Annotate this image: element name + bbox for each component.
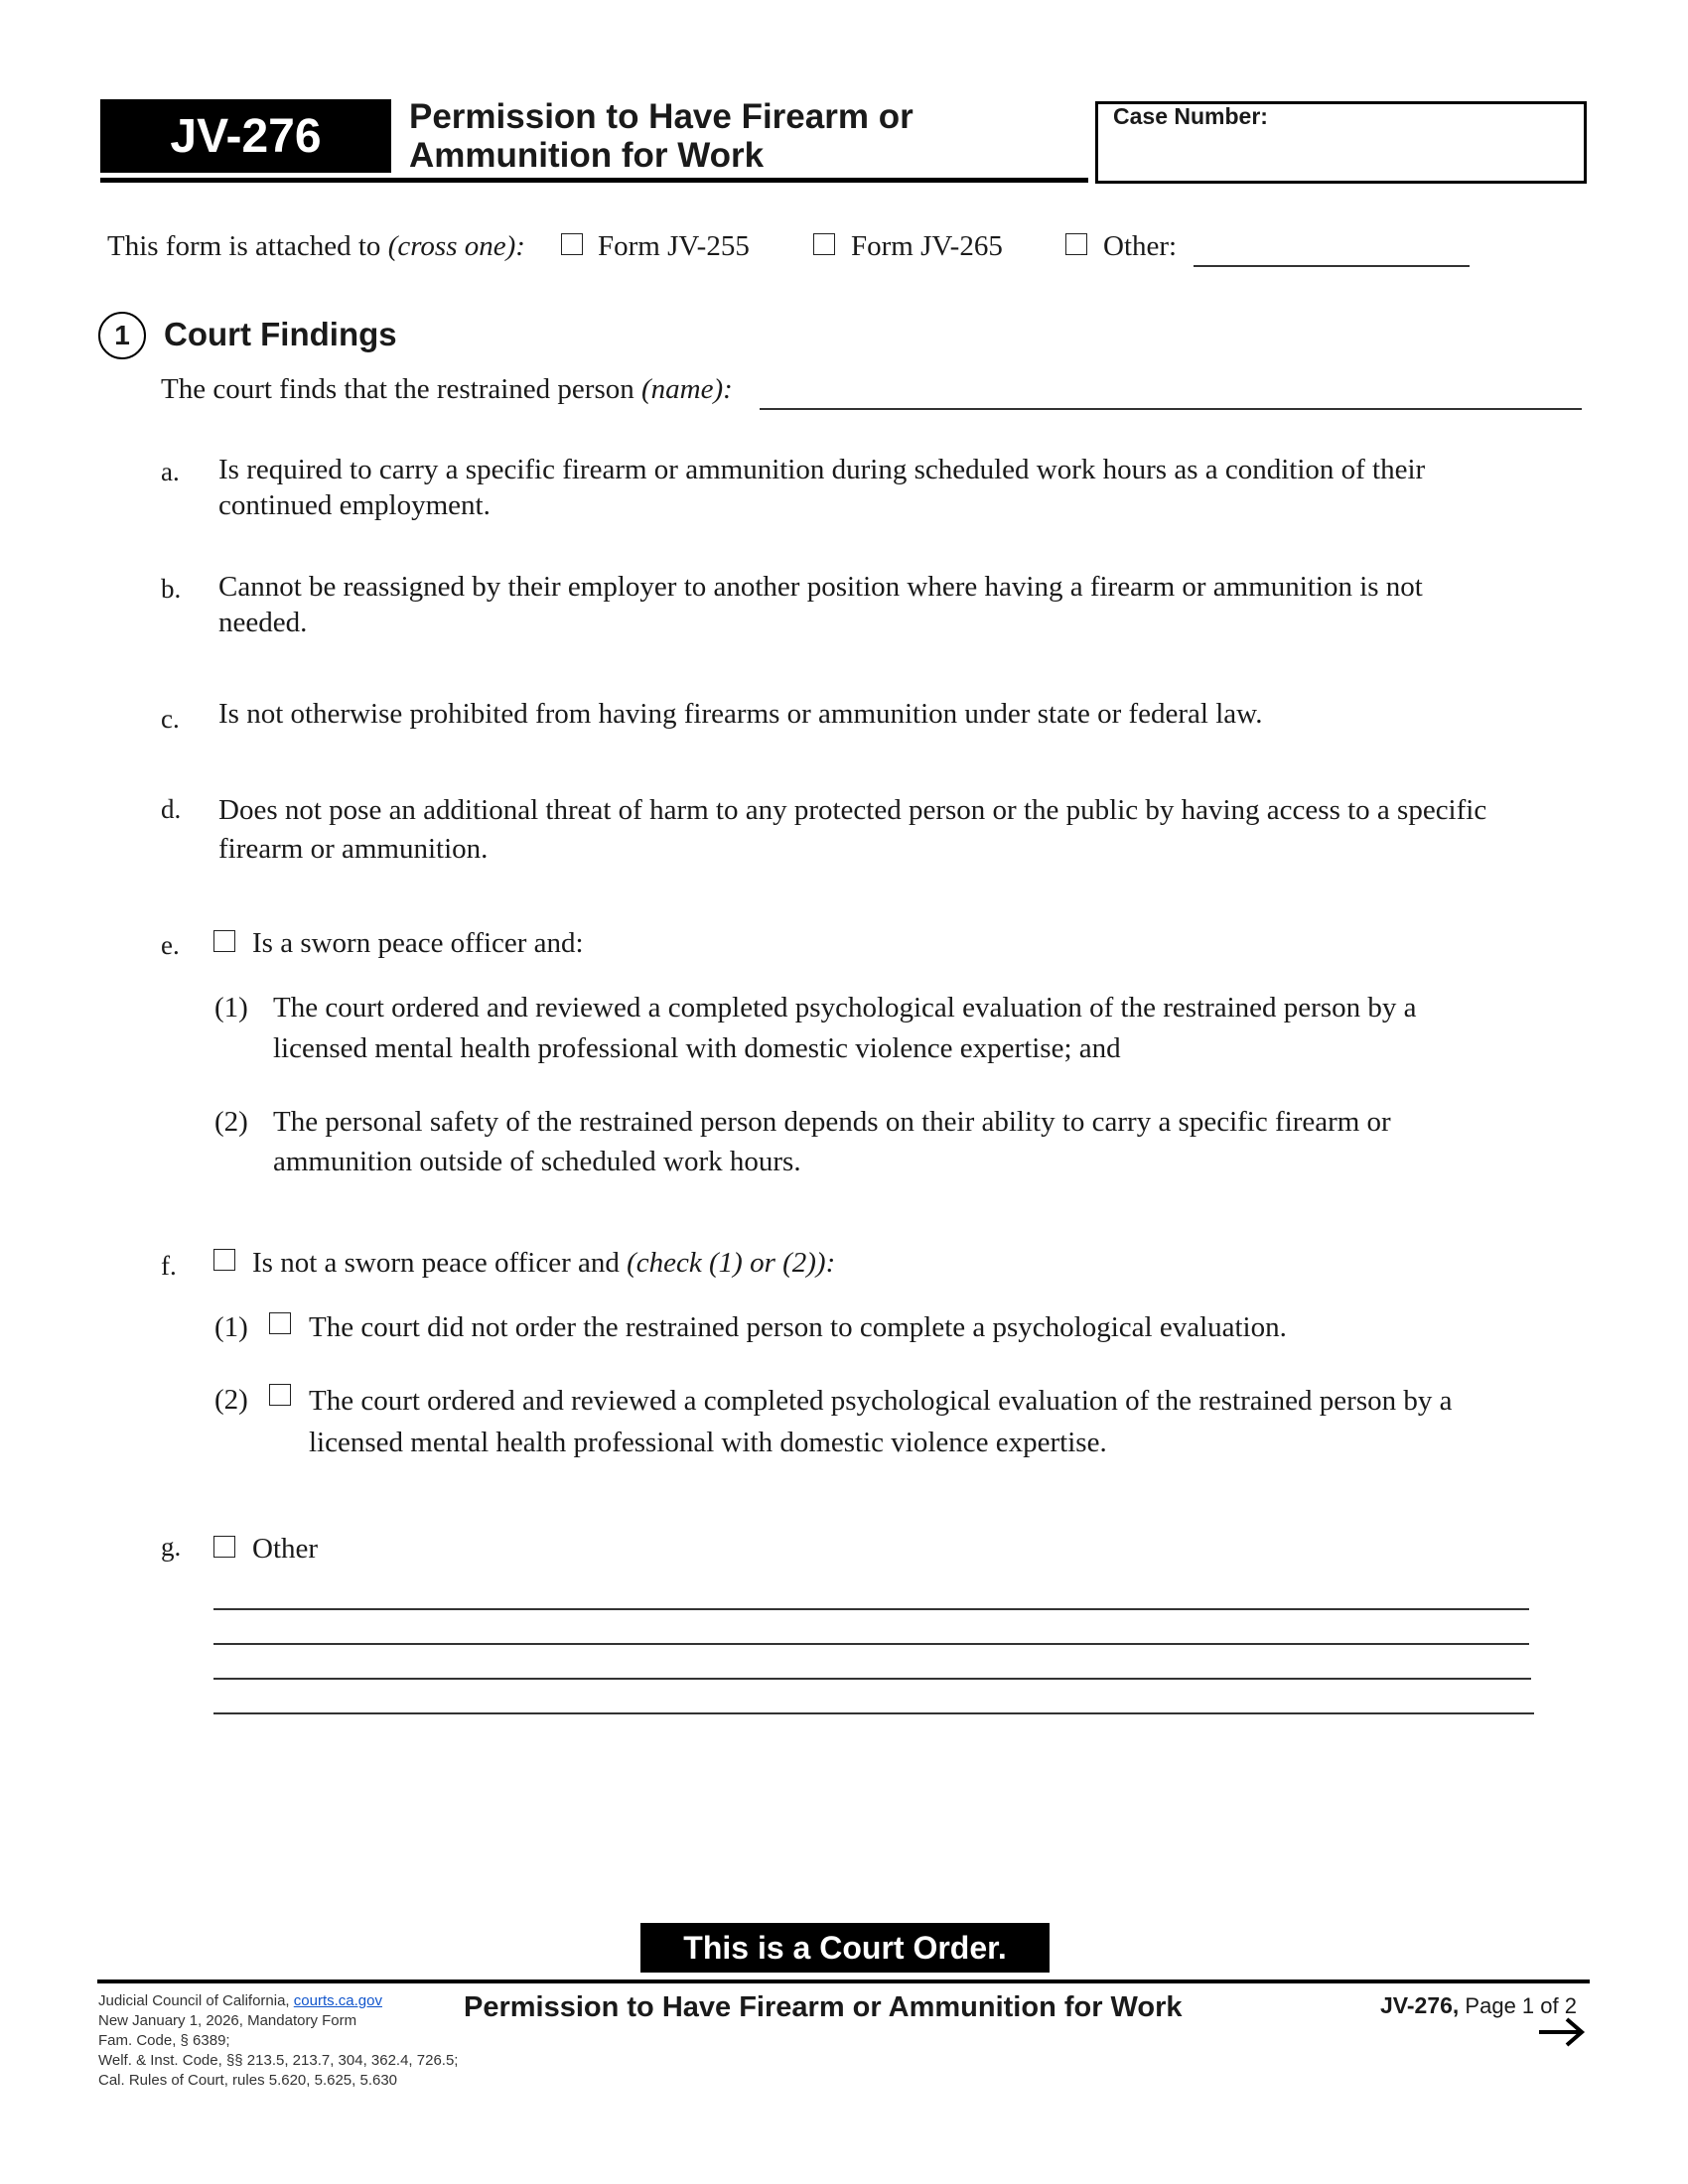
other-finding-line[interactable] [213, 1712, 1534, 1714]
evaluation-reviewed-checkbox[interactable] [269, 1384, 291, 1406]
item-d-text-line1: Does not pose an additional threat of harm to any protected person or the public by having access to a specific [218, 794, 1487, 826]
courts-website-link[interactable]: courts.ca.gov [293, 1992, 382, 2009]
other-form-checkbox[interactable] [1065, 233, 1087, 255]
other-finding-line[interactable] [213, 1678, 1531, 1680]
item-c-text-line1: Is not otherwise prohibited from having firearms or ammunition under state or federal law. [218, 698, 1263, 730]
other-form-label: Other: [1103, 230, 1178, 262]
item-a-text-line1: Is required to carry a specific firearm or ammunition during scheduled work hours as a condition of their [218, 454, 1426, 485]
item-a-text-line2: continued employment. [218, 489, 491, 521]
form-jv265-label: Form JV-265 [851, 230, 1003, 262]
attached-to-prefix: This form is attached to [107, 230, 381, 262]
court-order-banner: This is a Court Order. [640, 1923, 1050, 1973]
other-finding-label: Other [252, 1533, 319, 1565]
footer-page-number: Page 1 of 2 [1465, 1993, 1577, 2018]
item-f2-text-line2: licensed mental health professional with domestic violence expertise. [309, 1427, 1107, 1458]
footer-form-id: JV-276, [1380, 1992, 1460, 2018]
not-sworn-officer-checkbox[interactable] [213, 1249, 235, 1271]
restrained-person-label [161, 372, 733, 406]
item-b-letter: b. [161, 574, 182, 604]
form-jv265-checkbox[interactable] [813, 233, 835, 255]
item-e2-text-line1: The personal safety of the restrained person depends on their ability to carry a specific firearm or [273, 1106, 1391, 1138]
next-page-arrow-icon[interactable] [1537, 2015, 1587, 2049]
not-sworn-officer-instruction: (check (1) or (2)): [627, 1247, 836, 1279]
item-d-letter: d. [161, 794, 182, 824]
item-f2-text-line1: The court ordered and reviewed a completed psychological evaluation of the restrained person by a [309, 1385, 1453, 1417]
other-finding-checkbox[interactable] [213, 1536, 235, 1558]
restrained-person-intro: The court finds that the restrained person [161, 373, 634, 405]
form-title-line2: Ammunition for Work [409, 136, 765, 175]
item-f-letter: f. [161, 1251, 177, 1281]
footer-form-title: Permission to Have Firearm or Ammunition for Work [464, 1991, 1183, 2023]
form-title-line1: Permission to Have Firearm or [409, 97, 914, 136]
other-finding-line[interactable] [213, 1608, 1529, 1610]
form-jv255-label: Form JV-255 [598, 230, 750, 262]
item-d-text-line2: firearm or ammunition. [218, 833, 489, 865]
item-b-text-line1: Cannot be reassigned by their employer to another position where having a firearm or ammunition is not [218, 571, 1423, 603]
item-e1-text-line1: The court ordered and reviewed a completed psychological evaluation of the restrained person by a [273, 992, 1417, 1024]
item-g-letter: g. [161, 1532, 182, 1562]
section-title: Court Findings [164, 316, 397, 352]
item-f2-number: (2) [214, 1384, 248, 1416]
footer-council-line [98, 1991, 382, 2011]
item-c-letter: c. [161, 704, 180, 734]
footer-revision-date: New January 1, 2026, Mandatory Form [98, 2012, 357, 2029]
no-evaluation-checkbox[interactable] [269, 1312, 291, 1334]
form-id-badge: JV-276 [100, 99, 391, 173]
attached-to-label [107, 229, 525, 263]
footer-rule [97, 1979, 1590, 1983]
not-sworn-officer-label [252, 1246, 835, 1280]
footer-rules-of-court: Cal. Rules of Court, rules 5.620, 5.625, 5.630 [98, 2072, 398, 2089]
item-e1-number: (1) [214, 992, 248, 1024]
other-finding-line[interactable] [213, 1643, 1529, 1645]
header-rule [100, 178, 1088, 183]
restrained-person-name-line[interactable] [760, 408, 1582, 410]
item-b-text-line2: needed. [218, 607, 308, 638]
item-a-letter: a. [161, 457, 180, 486]
sworn-officer-label: Is a sworn peace officer and: [252, 927, 584, 959]
item-e2-text-line2: ammunition outside of scheduled work hours. [273, 1146, 801, 1177]
case-number-label: Case Number: [1113, 103, 1268, 129]
footer-fam-code: Fam. Code, § 6389; [98, 2032, 230, 2049]
footer-welf-code: Welf. & Inst. Code, §§ 213.5, 213.7, 304, 362.4, 726.5; [98, 2052, 459, 2069]
footer-council: Judicial Council of California, [98, 1992, 290, 2009]
item-e-letter: e. [161, 930, 180, 960]
item-e1-text-line2: licensed mental health professional with domestic violence expertise; and [273, 1032, 1121, 1064]
item-f1-number: (1) [214, 1311, 248, 1343]
other-form-input-line[interactable] [1194, 265, 1470, 267]
sworn-officer-checkbox[interactable] [213, 930, 235, 952]
section-number-badge: 1 [98, 312, 146, 359]
form-jv255-checkbox[interactable] [561, 233, 583, 255]
restrained-person-name-instruction: (name): [640, 373, 733, 405]
item-e2-number: (2) [214, 1106, 248, 1138]
attached-to-instruction: (cross one): [387, 230, 525, 262]
not-sworn-officer-text: Is not a sworn peace officer and [252, 1247, 620, 1279]
item-f1-text-line1: The court did not order the restrained person to complete a psychological evaluation. [309, 1311, 1287, 1343]
